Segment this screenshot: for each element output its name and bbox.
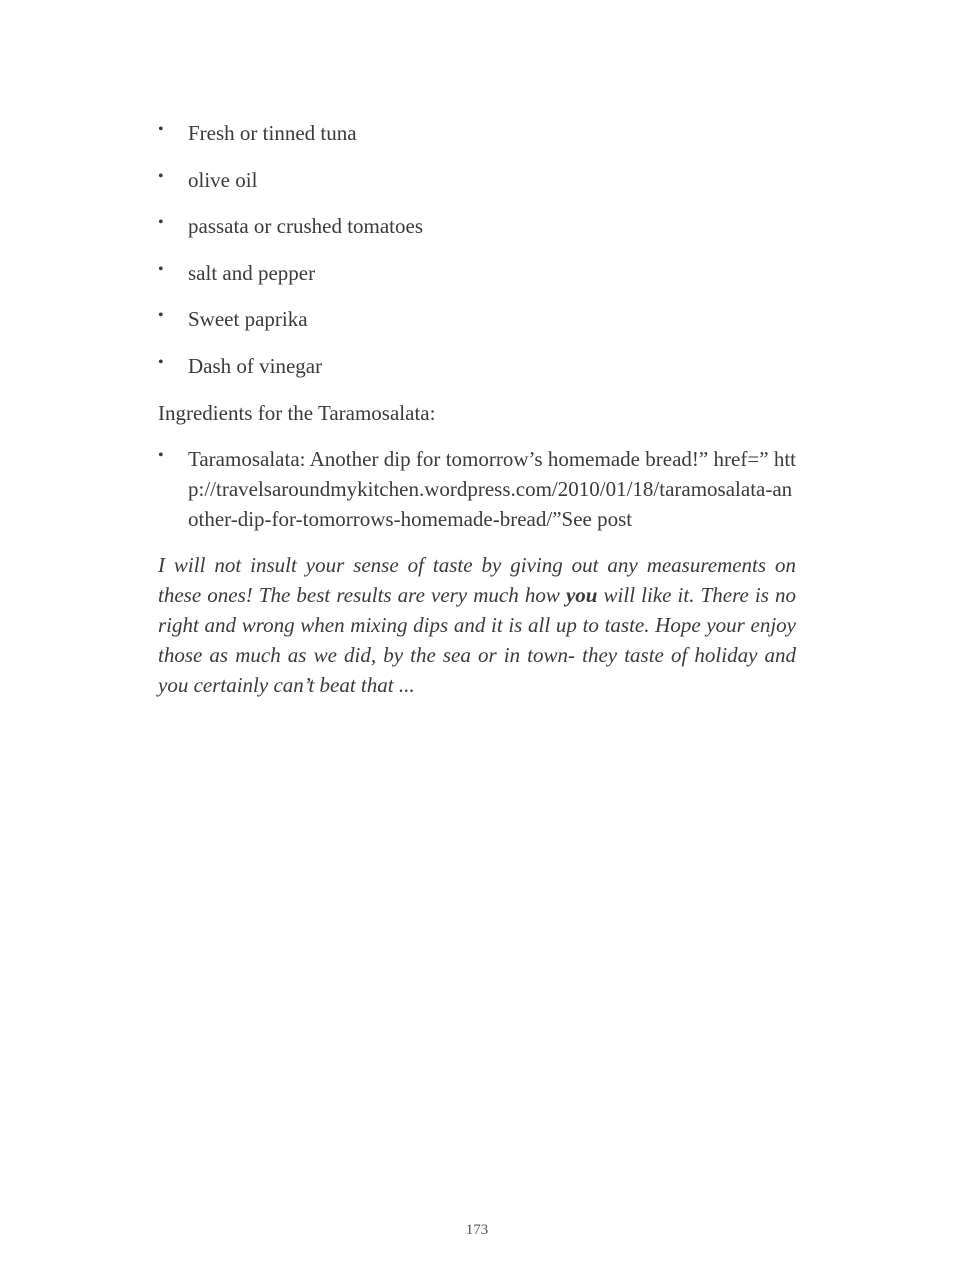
list-item-text: Fresh or tinned tuna — [188, 121, 357, 145]
bullet-icon: • — [158, 260, 164, 278]
bullet-icon: • — [158, 214, 164, 232]
list-item-text: Sweet paprika — [188, 307, 308, 332]
closing-emphasis: you — [565, 583, 598, 608]
bullet-icon: • — [158, 353, 164, 371]
list-item-text: Dash of vinegar — [188, 353, 323, 378]
bullet-icon: • — [158, 447, 164, 465]
list-item — [158, 165, 796, 195]
list-item — [158, 351, 796, 381]
list-item-text: passata or crushed tomatoes — [188, 214, 424, 239]
page-number: 173 — [465, 1222, 489, 1238]
list-item — [158, 304, 796, 334]
bullet-icon: • — [158, 121, 164, 138]
list-item — [158, 118, 796, 148]
closing-text-part2: will like it. There is no right and wrong when mixing dips and it is all up to taste. Hope your enjoy those as much as we did, by the sea or in town- they taste of holiday and you certainly can’t beat that ... — [158, 583, 796, 698]
tuna-ingredient-list — [158, 118, 796, 381]
taramosalata-heading: Ingredients for the Taramosalata: — [158, 400, 436, 425]
list-item — [158, 258, 796, 288]
closing-text-part1: I will not insult your sense of taste by giving out any measurements on these ones! The best results are very much how — [158, 553, 796, 608]
page-content — [158, 118, 796, 700]
list-item-text: salt and pepper — [188, 260, 316, 285]
taramosalata-link-text[interactable]: Taramosalata: Another dip for tomorrow’s homemade bread!” href=” http://travelsaroundmykitchen.wordpress.com/2010/01/18/taramosalata-another-dip-for-tomorrows-homemade-bread/”See post — [188, 447, 796, 532]
closing-paragraph — [158, 550, 796, 700]
bullet-icon: • — [158, 307, 164, 325]
list-item-text: olive oil — [188, 167, 258, 192]
bullet-icon: • — [158, 167, 164, 185]
taramosalata-list-item[interactable] — [158, 444, 796, 534]
list-item — [158, 211, 796, 241]
